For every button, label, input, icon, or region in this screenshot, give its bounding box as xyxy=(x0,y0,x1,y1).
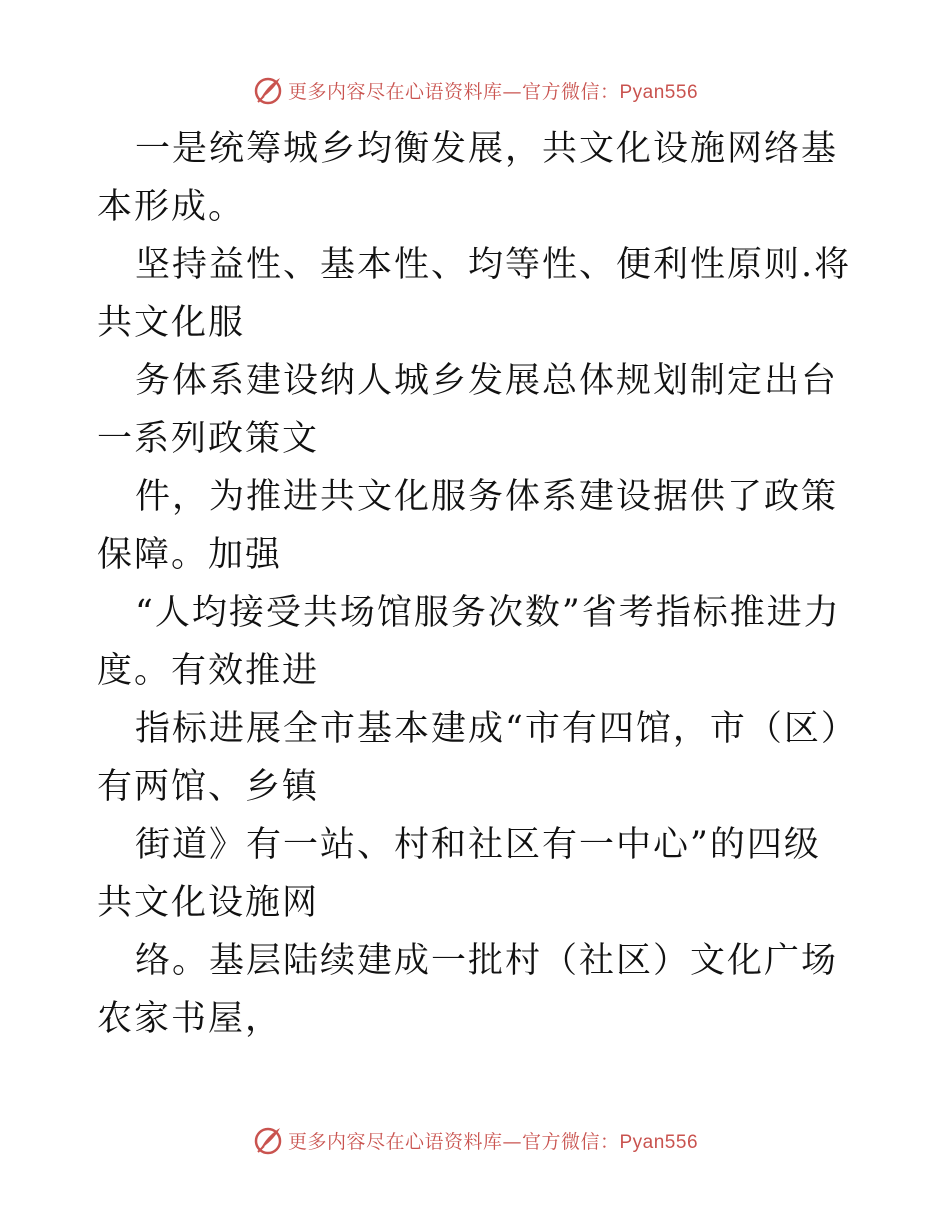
paragraph: 一是统筹城乡均衡发展，共文化设施网络基本形成。 xyxy=(97,129,839,227)
paragraph: 件，为推进共文化服务体系建设据供了政策保障。加强 xyxy=(97,477,839,575)
watermark-text: 更多内容尽在心语资料库—官方微信：Pyan556 xyxy=(287,1130,699,1153)
paragraph: 指标进展全市基本建成“市有四馆，市（区）有两馆、乡镇 xyxy=(97,709,841,807)
paragraph: “人均接受共场馆服务次数”省考指标推进力度。有效推进 xyxy=(97,593,841,691)
paragraph: 络。基层陆续建成一批村（社区）文化广场农家书屋， xyxy=(97,941,839,1039)
quill-feather-logo-icon xyxy=(252,74,284,106)
paragraph: 街道》有一站、村和社区有一中心”的四级共文化设施网 xyxy=(97,825,821,923)
header-watermark xyxy=(0,72,950,108)
footer-watermark xyxy=(0,1122,950,1158)
document-body xyxy=(97,120,857,1048)
paragraph: 务体系建设纳人城乡发展总体规划制定出台一系列政策文 xyxy=(97,361,839,459)
quill-feather-logo-icon xyxy=(252,1124,284,1156)
paragraph: 坚持益性、基本性、均等性、便利性原则.将共文化服 xyxy=(97,245,852,343)
watermark-text: 更多内容尽在心语资料库—官方微信：Pyan556 xyxy=(287,80,699,103)
